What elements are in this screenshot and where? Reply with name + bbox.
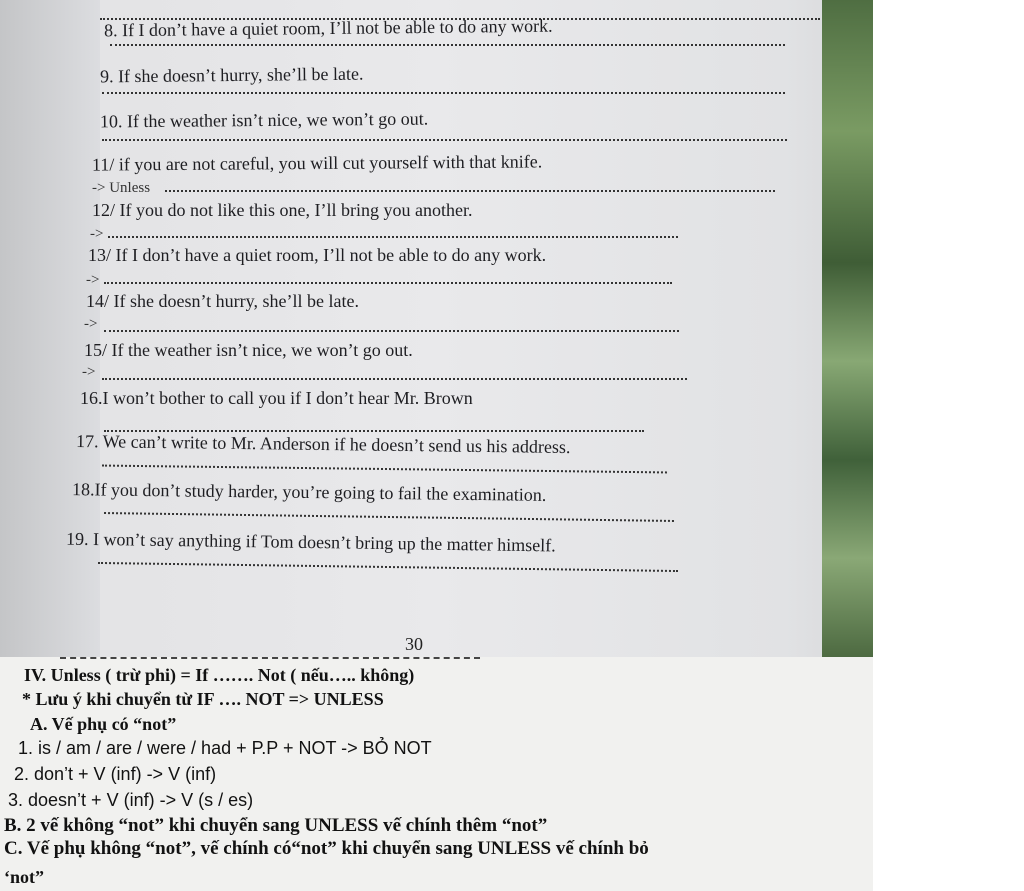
page-number: 30 [405,634,423,654]
exercise-11: 11/ if you are not careful, you will cut yourself with that knife. [91,151,543,175]
answer-line [165,190,775,192]
answer-line [102,378,687,380]
torn-edge [60,657,480,659]
answer-line [104,330,679,332]
exercise-19: 19. I won’t say anything if Tom doesn’t bring up the matter himself. [65,528,556,556]
section-b: B. 2 vế không “not” khi chuyển sang UNLESS vế chính thêm “not” [4,815,548,836]
exercise-16: 16.I won’t bother to call you if I don’t hear Mr. Brown [80,388,473,408]
exercise-14: 14/ If she doesn’t hurry, she’ll be late. [86,291,359,311]
answer-line [102,465,667,474]
answer-line [108,236,678,238]
exercise-11-hint: -> Unless [92,180,151,196]
exercise-12-hint: -> [90,226,104,242]
section-c: C. Vế phụ không “not”, vế chính có“not” khi chuyển sang UNLESS vế chính bỏ [4,838,649,859]
background-cloth [822,0,873,657]
answer-line [98,562,678,572]
notes-heading: IV. Unless ( trừ phi) = If ……. Not ( nếu….. không) [24,665,415,685]
answer-line [110,44,785,46]
rule-1: 1. is / am / are / were / had + P.P + NOT -> BỎ NOT [18,738,432,758]
answer-line [102,92,785,94]
answer-line [102,139,787,141]
answer-line [104,512,674,522]
exercise-8: 8. If I don’t have a quiet room, I’ll not be able to do any work. [103,15,553,41]
exercise-13-hint: -> [86,272,100,288]
exercise-14-hint: -> [84,316,98,332]
exercise-13: 13/ If I don’t have a quiet room, I’ll not be able to do any work. [88,245,547,265]
section-a: A. Vế phụ có “not” [30,714,177,734]
exercise-12: 12/ If you do not like this one, I’ll bring you another. [92,200,473,220]
exercise-15: 15/ If the weather isn’t nice, we won’t go out. [84,340,413,360]
exercise-18: 18.If you don’t study harder, you’re going to fail the examination. [71,479,547,505]
exercise-9: 9. If she doesn’t hurry, she’ll be late. [99,63,364,87]
rule-3: 3. doesn’t + V (inf) -> V (s / es) [8,790,254,810]
section-c-continued: ‘not” [4,867,44,887]
answer-line [104,282,672,284]
exercise-10: 10. If the weather isn’t nice, we won’t go out. [99,108,429,132]
notes-tip: * Lưu ý khi chuyển từ IF …. NOT => UNLESS [22,689,384,709]
exercise-15-hint: -> [82,364,96,380]
grammar-notes-photo [0,657,873,891]
rule-2: 2. don’t + V (inf) -> V (inf) [14,764,217,784]
exercise-17: 17. We can’t write to Mr. Anderson if he doesn’t send us his address. [75,430,571,458]
